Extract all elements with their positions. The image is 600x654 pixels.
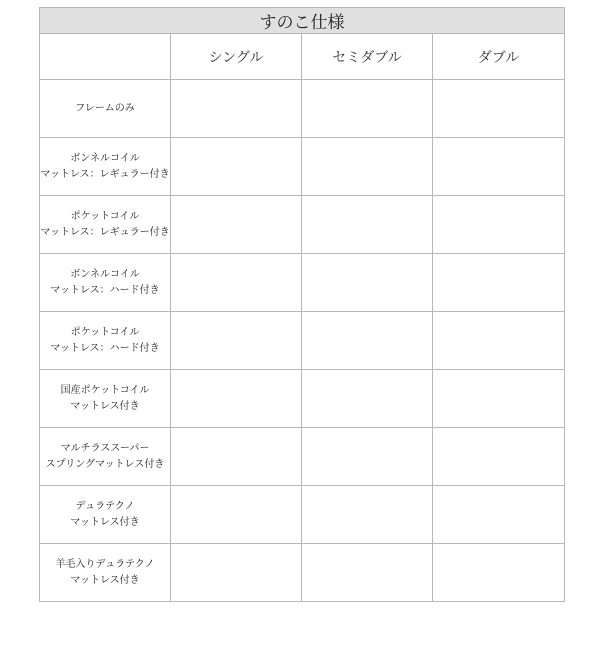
row-label-line1: デュラテクノ bbox=[75, 500, 135, 512]
table-row bbox=[40, 254, 565, 312]
empty-cell bbox=[302, 312, 433, 370]
empty-cell bbox=[433, 80, 565, 138]
empty-cell bbox=[171, 544, 302, 602]
empty-cell bbox=[171, 370, 302, 428]
table-row bbox=[40, 138, 565, 196]
row-label-line1: フレームのみ bbox=[75, 102, 135, 114]
empty-cell bbox=[171, 196, 302, 254]
empty-cell bbox=[302, 486, 433, 544]
table-row bbox=[40, 196, 565, 254]
row-label-line2: マットレス：ハード付き bbox=[50, 284, 160, 296]
row-label bbox=[40, 80, 171, 138]
row-label bbox=[40, 196, 171, 254]
empty-cell bbox=[302, 370, 433, 428]
empty-cell bbox=[302, 80, 433, 138]
table-row bbox=[40, 312, 565, 370]
row-label-line1: ポケットコイル bbox=[70, 326, 140, 338]
row-label-line1: ボンネルコイル bbox=[70, 268, 140, 280]
empty-cell bbox=[171, 254, 302, 312]
header-corner bbox=[40, 34, 171, 80]
spec-table bbox=[39, 7, 565, 602]
empty-cell bbox=[433, 254, 565, 312]
empty-cell bbox=[171, 138, 302, 196]
table-row bbox=[40, 544, 565, 602]
table-row bbox=[40, 80, 565, 138]
empty-cell bbox=[433, 544, 565, 602]
row-label-line2: スプリングマットレス付き bbox=[45, 458, 165, 470]
empty-cell bbox=[302, 138, 433, 196]
row-label-line1: ボンネルコイル bbox=[70, 152, 140, 164]
empty-cell bbox=[302, 544, 433, 602]
row-label bbox=[40, 254, 171, 312]
row-label bbox=[40, 312, 171, 370]
empty-cell bbox=[302, 254, 433, 312]
table-row bbox=[40, 370, 565, 428]
column-header-single: シングル bbox=[171, 34, 302, 80]
table-row bbox=[40, 428, 565, 486]
empty-cell bbox=[433, 138, 565, 196]
table-row bbox=[40, 486, 565, 544]
empty-cell bbox=[171, 486, 302, 544]
row-label bbox=[40, 486, 171, 544]
row-label-line2: マットレス：レギュラー付き bbox=[40, 168, 170, 180]
row-label bbox=[40, 370, 171, 428]
row-label-line2: マットレス付き bbox=[70, 400, 140, 412]
empty-cell bbox=[171, 428, 302, 486]
empty-cell bbox=[302, 196, 433, 254]
row-label-line1: 国産ポケットコイル bbox=[60, 384, 150, 396]
row-label bbox=[40, 138, 171, 196]
table-title: すのこ仕様 bbox=[40, 8, 565, 34]
empty-cell bbox=[171, 312, 302, 370]
row-label-line1: ポケットコイル bbox=[70, 210, 140, 222]
row-label-line1: 羊毛入りデュラテクノ bbox=[55, 558, 155, 570]
row-label-line2: マットレス：レギュラー付き bbox=[40, 226, 170, 238]
empty-cell bbox=[433, 312, 565, 370]
empty-cell bbox=[302, 428, 433, 486]
header-row bbox=[40, 34, 565, 80]
empty-cell bbox=[433, 196, 565, 254]
row-label-line2: マットレス：ハード付き bbox=[50, 342, 160, 354]
empty-cell bbox=[433, 486, 565, 544]
empty-cell bbox=[171, 80, 302, 138]
row-label-line2: マットレス付き bbox=[70, 574, 140, 586]
row-label bbox=[40, 428, 171, 486]
column-header-double: ダブル bbox=[433, 34, 565, 80]
row-label-line2: マットレス付き bbox=[70, 516, 140, 528]
column-header-semi-double: セミダブル bbox=[302, 34, 433, 80]
empty-cell bbox=[433, 428, 565, 486]
empty-cell bbox=[433, 370, 565, 428]
row-label bbox=[40, 544, 171, 602]
row-label-line1: マルチラススーパー bbox=[60, 442, 150, 454]
